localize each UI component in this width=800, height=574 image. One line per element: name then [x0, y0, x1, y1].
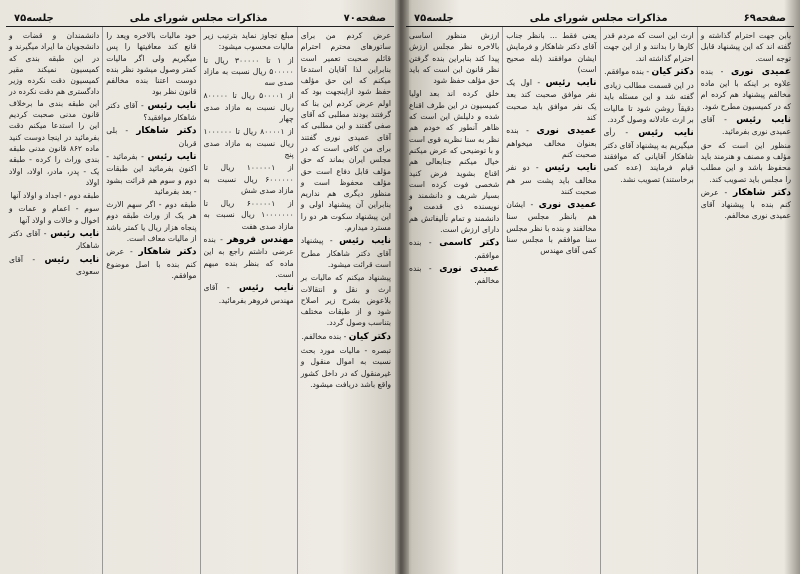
- speaker-paragraph: [506, 125, 596, 160]
- paragraph-text: - رأی میگیریم به پیشنهاد آقای دکتر شاهکار آقایانی که موافقند قیام فرمایند (عده کمی برخاستند) تصویب نشد.: [603, 128, 694, 184]
- paragraph: [9, 30, 99, 188]
- publication-title: مذاکرات مجلس شورای ملی: [529, 13, 668, 24]
- paragraph-text: - بنده موافقم.: [409, 238, 500, 260]
- session-number: جلسه۷۵: [14, 13, 54, 24]
- paragraph-text: از ۶۰۰۰۰۰۱ ریال تا ۱۰۰۰۰۰۰۰ ریال نسبت به مازاد صدی هفت: [203, 199, 294, 231]
- paragraph-text: پیشنهاد میکنم که مالیات بر ارث و نقل و انتقالات بلاعوض بشرح زیر اصلاح شود و از طبقات مختلف بتناسب وصول گردد.: [300, 273, 391, 328]
- paragraph: [106, 30, 196, 98]
- paragraph-text: - عرض کنم بنده با پیشنهاد آقای عمیدی نوری مخالفم.: [700, 187, 791, 221]
- speaker-name: نایب رئیس: [545, 78, 597, 89]
- paragraph-text: بابن جهت احترام گذاشته و گفته اند که این پیشنهاد قابل توجه است.: [700, 31, 791, 63]
- paragraph: [701, 140, 791, 185]
- paragraph: [204, 55, 294, 89]
- paragraph: [204, 198, 294, 232]
- paragraph-text: در این قسمت مطالب زیادی گفته شد و این مسئله باید دقیقاً روشن شود تا مالیات بر ارث عادلانه وصول گردد.: [603, 81, 694, 125]
- speaker-paragraph: [204, 282, 294, 306]
- paragraph: [301, 30, 391, 233]
- speaker-paragraph: [9, 254, 99, 278]
- speaker-name: دکتر کاسمی: [439, 238, 500, 249]
- paragraph: [604, 80, 694, 125]
- speaker-paragraph: [301, 331, 391, 343]
- speaker-paragraph: [701, 187, 791, 222]
- text-columns: [406, 27, 794, 574]
- paragraph: [506, 30, 596, 75]
- paragraph: [204, 126, 294, 160]
- text-column: [697, 27, 794, 574]
- speaker-paragraph: [106, 246, 196, 281]
- paragraph-text: - بنده موافقم.: [604, 66, 650, 76]
- paragraph: [106, 199, 196, 244]
- paragraph: [9, 190, 99, 201]
- speaker-paragraph: [409, 263, 499, 287]
- paragraph-text: یعنی فقط ... بانظر جناب آقای دکتر شاهکار و فرمایش ایشان موافقند (بله صحیح است): [506, 31, 597, 74]
- speaker-paragraph: [409, 237, 499, 261]
- paragraph: [301, 272, 391, 328]
- paragraph-text: - دو نفر مخالف باید پشت سر هم صحبت کنند: [506, 163, 597, 196]
- speaker-name: عمیدی نوری: [536, 126, 597, 137]
- text-column: [200, 27, 297, 574]
- speaker-name: نایب رئیس: [50, 229, 100, 240]
- paragraph: [604, 30, 694, 64]
- speaker-paragraph: [9, 228, 99, 252]
- speaker-paragraph: [701, 114, 791, 138]
- speaker-paragraph: [106, 100, 196, 124]
- paragraph-text: - بنده عرضی داشتم راجع به این ماده که بنظر بنده مبهم است.: [203, 235, 294, 279]
- paragraph-text: - آقای مهندس فروهر بفرمائید.: [203, 283, 294, 305]
- speaker-paragraph: [301, 235, 391, 270]
- text-column: [502, 27, 599, 574]
- speaker-name: عمیدی نوری: [538, 200, 597, 211]
- speaker-name: دکتر شاهکار: [733, 187, 791, 198]
- paragraph: [409, 88, 499, 235]
- paragraph-text: از ۵۰۰۰۰۱ ریال تا ۸۰۰۰۰۰ ریال نسبت به مازاد صدی چهار: [203, 91, 294, 124]
- paragraph-text: تبصره - مالیات مورد بحث نسبت به اموال منقول و غیرمنقول که در داخل کشور واقع باشد دریافت میشود.: [300, 346, 391, 389]
- paragraph-text: - بنده مخالفم.: [409, 263, 500, 286]
- paragraph-text: - آقای سعودی: [9, 254, 100, 276]
- speaker-name: نایب رئیس: [147, 151, 197, 162]
- book-binding-shadow: [395, 0, 409, 574]
- text-column: [6, 27, 102, 574]
- speaker-name: دکتر شاهکار: [138, 247, 197, 258]
- paragraph-text: دانشمندان و قضات و دانشجویان ما ایراد میگیرند و در این طبقه بندی که کمیسیون نمیکند مقیر کمیسیون دقت نکرده وزیر دادگستری هم دقت نکرده در این طبقه بندی ما برخلاف قانون مدنی صحبت کردیم این را استدعا میکنم دقت بفرمائید در اینجا دوست کنید ماده ۸۶۲ قانون مدنی طبقه بندی وراث را کرده - طبقه یک - پدر، مادر، اولاد، اولاد اولاد: [9, 31, 100, 187]
- speaker-name: نایب رئیس: [544, 163, 597, 174]
- paragraph-text: منظور این است که حق مؤلف و مصنف و هنرمند باید محفوظ باشد و این مطلب را مجلس باید تصویب کند.: [700, 140, 791, 184]
- paragraph-text: طبقه دوم - اگر سهم الارث هر یک از وراث طبقه دوم پنجاه هزار ریال یا کمتر باشد از مالیات معاف است.: [106, 200, 197, 244]
- paragraph: [204, 30, 294, 53]
- paragraph-text: از ۱۰۰۰۰۰۱ ریال تا ۶۰۰۰۰۰۰ ریال نسبت به مازاد صدی شش: [203, 163, 294, 195]
- speaker-name: نایب رئیس: [147, 100, 197, 111]
- paragraph: [409, 30, 499, 86]
- paragraph-text: مبلغ تجاوز نماید بترتیب زیر مالیات محسوب میشود:: [203, 31, 294, 52]
- paragraph-text: عرض کردم من برای ساتورهای محترم احترام قائلم صحبت تعمیر است بنابراین لذا آقایان استدعا میکنم که این حق مؤلف حفظ شود ازاینجهت بود که اولم عرض کردم این بنا که گرفتند بودند مطلبی که آقای صفی گفتند و این مطلبی که آقای عمیدی نوری گفتند برای من کافی است که در مجلس ایران بماند که حق مؤلف قابل دفاع است حق مؤلف محفوظ است و منظور دیگری هم نداریم بنابراین آن پیشنهاد اولی و این پیشنهاد سکوت هر دو را مسترد میدارم.: [300, 31, 391, 233]
- speaker-paragraph: [506, 77, 596, 123]
- paragraph-text: - اول یک نفر موافق صحبت کند بعد یک نفر موافق باید صحبت کند: [506, 78, 597, 123]
- paragraph: [9, 203, 99, 226]
- paragraph: [301, 345, 391, 390]
- paragraph-text: - ایشان هم بانظر مجلس سنا مخالفند و بنده با نظر مجلس سنا موافقم با مجلس سنا کمی آقای مهندس: [506, 200, 597, 256]
- paragraph-text: - بنده علاوه بر اینکه با این ماده مخالفم پیشنهاد هم کرده ام که در کمیسیون مطرح شود.: [700, 66, 791, 111]
- speaker-paragraph: [204, 234, 294, 280]
- paragraph-text: طبقه دوم - اجداد و اولاد آنها: [10, 191, 100, 201]
- text-column: [102, 27, 199, 574]
- paragraph-text: ارزش منظور اساسی بالاخره نظر مجلس ارزش پیدا کند بنابراین بنده گرفتن نظر قانون این است که باید حق مؤلف حفظ شود: [409, 31, 500, 86]
- paragraph-text: خلق کرده اند بعد اولیا کمیسیون در این طرف اقناع شده و دلیلش این است که ظاهر آنطور که خودم هم نظر به سنا نظریه قوی است و با توضیحی که عرض میکنم خیال میکنم جنابعالی هم اقناع بشوید فرض کنید شخصی فوت کرده است بسیار شریف و دانشمند و نویسنده ذی قدمت و دانشمند و تمام تألیفاتش هم دارای ارزش است.: [409, 89, 500, 235]
- paragraph-text: - بلی قربان: [106, 126, 197, 148]
- speaker-name: دکتر کیان: [651, 66, 694, 77]
- speaker-name: دکتر شاهکار: [136, 126, 197, 137]
- speaker-name: مهندس فروهر: [227, 235, 294, 246]
- paragraph: [204, 162, 294, 196]
- paragraph: [204, 90, 294, 124]
- publication-title: مذاکرات مجلس شورای ملی: [129, 13, 268, 24]
- speaker-paragraph: [701, 66, 791, 112]
- paragraph-text: - آقای دکتر شاهکار موافقید؟: [106, 100, 197, 123]
- speaker-name: نایب رئیس: [638, 128, 694, 139]
- paragraph-text: سوم - اعمام و عمات و اخوال و خالات و اولاد آنها: [9, 204, 100, 225]
- paragraph-text: ارث این است که مردم قدر کارها را بدانند و از این جهت احترام گذاشته اند.: [603, 31, 694, 63]
- speaker-name: نایب رئیس: [736, 115, 791, 126]
- speaker-name: نایب رئیس: [239, 283, 294, 294]
- session-number: جلسه۷۵: [414, 13, 454, 24]
- speaker-name: دکتر کیان: [348, 331, 391, 342]
- text-column: [406, 27, 502, 574]
- paragraph-text: از ۸۰۰۰۰۱ ریال تا ۱۰۰۰۰۰۰ ریال نسبت به مازاد صدی پنج: [203, 127, 294, 159]
- paragraph: [701, 30, 791, 64]
- paragraph-text: - بفرمائید - اکنون بفرمائید این طبقات دوم و سوم هم قرائت بشود - بعد بفرمائید: [106, 151, 197, 196]
- text-column: [297, 27, 394, 574]
- speaker-name: عمیدی نوری: [439, 263, 500, 274]
- page-header: [6, 6, 394, 27]
- page-number: صفحه۶۹: [743, 13, 786, 24]
- paragraph-text: خود مالیات بالاخره ویعد را قانع کند معافیتها را پس میگیریم ولی اگر مالیات کمتر وصول میشود نظر بنده دوست اعتنا بنده مخالفم قانون نظر بود: [106, 31, 197, 97]
- paragraph-text: - پیشنهاد آقای دکتر شاهکار مطرح است قرائت میشود.: [300, 236, 391, 269]
- speaker-paragraph: [604, 127, 694, 184]
- speaker-name: عمیدی نوری: [730, 66, 792, 77]
- right-page: [400, 0, 800, 574]
- page-number: صفحه۷۰: [343, 13, 386, 24]
- speaker-name: نایب رئیس: [44, 254, 100, 265]
- text-columns: [6, 27, 394, 574]
- speaker-paragraph: [506, 162, 596, 197]
- speaker-paragraph: [604, 66, 694, 78]
- paragraph-text: - آقای عمیدی نوری بفرمائید.: [700, 115, 791, 137]
- page-header: [406, 6, 794, 27]
- paragraph-text: - بنده مخالفم.: [301, 331, 347, 341]
- speaker-paragraph: [506, 199, 596, 256]
- paragraph-text: - بنده بعنوان مخالف میخواهم صحبت کنم: [506, 126, 597, 159]
- speaker-paragraph: [106, 151, 196, 197]
- paragraph-text: - عرض کنم بنده با اصل موضوع موافقم.: [106, 247, 197, 280]
- speaker-name: نایب رئیس: [339, 236, 391, 247]
- speaker-paragraph: [106, 125, 196, 149]
- paragraph-text: از ۱ تا ۳۰۰۰۰۰ ریال تا ۵۰۰۰۰۰ ریال نسبت به مازاد صدی سه: [203, 55, 294, 88]
- text-column: [600, 27, 697, 574]
- paragraph-text: - آقای دکتر شاهکار: [9, 229, 100, 251]
